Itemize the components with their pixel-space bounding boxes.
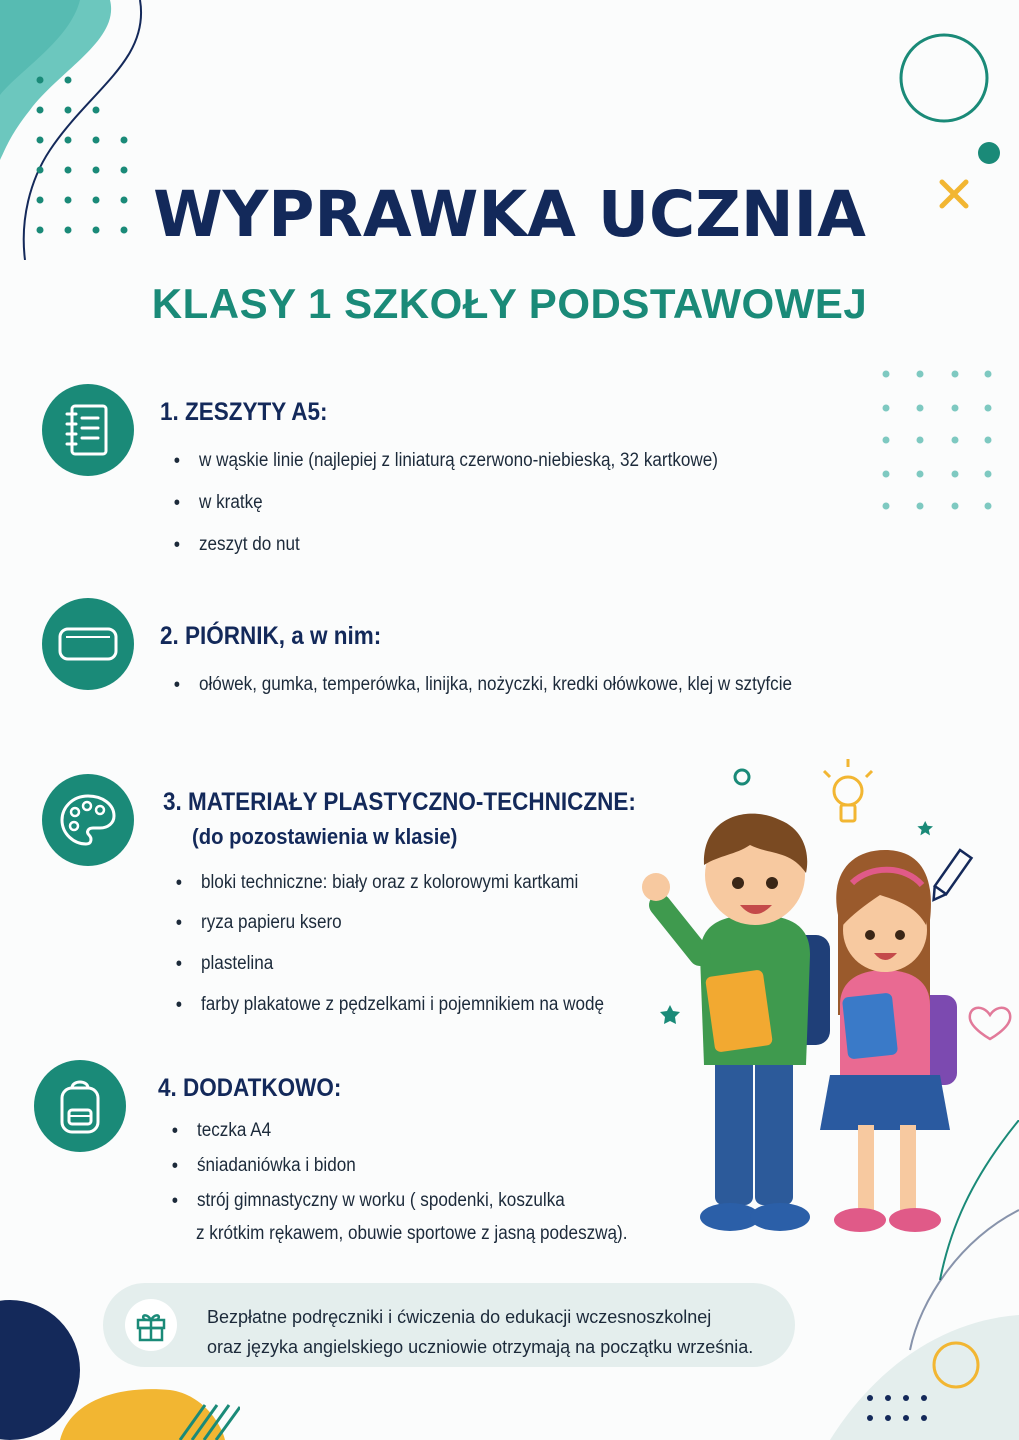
list-item: • ołówek, gumka, temperówka, linijka, nożyczki, kredki ołówkowe, klej w sztyfcie [172, 674, 792, 716]
list-item: • śniadaniówka i bidon [170, 1155, 565, 1190]
list-item: • plastelina [174, 953, 604, 994]
info-note [103, 1283, 795, 1367]
section-subtitle-art-supplies: (do pozostawienia w klasie) [192, 824, 458, 849]
girl-figure [820, 850, 957, 1232]
backpack-icon [34, 1060, 126, 1152]
note-line-2: oraz języka angielskiego uczniowie otrzymają na początku września. [207, 1337, 754, 1357]
list-item: • teczka A4 [170, 1120, 565, 1155]
section-title-pencil-case: 2. PIÓRNIK, a w nim: [160, 622, 382, 650]
list-item: • strój gimnastyczny w worku ( spodenki, koszulka [170, 1190, 565, 1224]
palette-icon [42, 774, 134, 866]
list-item: • w wąskie linie (najlepiej z liniaturą czerwono-niebieską, 32 kartkowe) [172, 450, 718, 492]
section-title-notebooks: 1. ZESZYTY A5: [160, 398, 328, 426]
art-supplies-list [174, 872, 652, 1034]
list-item-continuation: z krótkim rękawem, obuwie sportowe z jasną podeszwą). [196, 1223, 628, 1244]
notebooks-list [172, 450, 779, 576]
list-item: • ryza papieru ksero [174, 912, 604, 953]
lightbulb-icon [824, 759, 872, 821]
notebook-icon [42, 384, 134, 476]
gift-icon [125, 1299, 177, 1351]
pencil-icon [928, 850, 972, 904]
list-item: • zeszyt do nut [172, 534, 718, 576]
note-line-1: Bezpłatne podręczniki i ćwiczenia do edukacji wczesnoszkolnej [207, 1307, 712, 1327]
pencil-case-list [172, 674, 861, 716]
page-subtitle: KLASY 1 SZKOŁY PODSTAWOWEJ [151, 280, 868, 327]
note-text [207, 1302, 753, 1362]
section-title-art-supplies: 3. MATERIAŁY PLASTYCZNO-TECHNICZNE: [163, 788, 636, 816]
list-item: • bloki techniczne: biały oraz z kolorowymi kartkami [174, 872, 604, 912]
section-title-additional: 4. DODATKOWO: [158, 1074, 342, 1102]
right-dot-grid [878, 368, 998, 513]
additional-list [170, 1120, 609, 1224]
list-item: • w kratkę [172, 492, 718, 534]
children-illustration [630, 755, 1019, 1265]
page-title: WYPRAWKA UCZNIA [153, 178, 866, 251]
pencil-case-icon [42, 598, 134, 690]
boy-figure [642, 814, 830, 1231]
list-item: • farby plakatowe z pędzelkami i pojemnikiem na wodę [174, 994, 604, 1034]
